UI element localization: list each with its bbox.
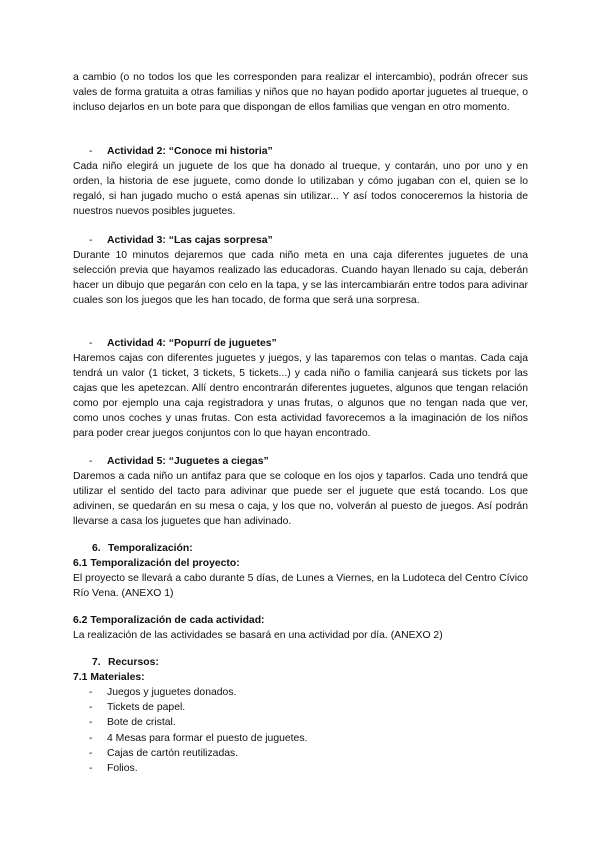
list-item (89, 700, 307, 715)
bullet-dash: - (89, 732, 93, 744)
list-item (89, 685, 307, 700)
section-6-number: 6. (92, 543, 101, 554)
list-item (89, 731, 307, 746)
material-text: Cajas de cartón reutilizadas. (107, 747, 239, 759)
section-6-1-heading: 6.1 Temporalización del proyecto: (73, 558, 240, 569)
activity-5-heading (89, 454, 269, 469)
activity-5-text: Daremos a cada niño un antifaz para que se coloque en los ojos y taparlos. Cada uno tendrá que utilizar el sentido del tacto para adivinar que puede ser el juguete que está tocando. Los que adivinen, se quedarán en su mesa o caja, y los que no, volverán al puesto de juegos. Así podrán llevarse a casa los juguetes que han adivinado. (73, 471, 528, 527)
section-7-title: Recursos: (108, 657, 159, 668)
material-text: Tickets de papel. (107, 702, 186, 714)
activity-2-title: Actividad 2: “Conoce mi historia” (107, 146, 273, 157)
activity-2-heading (89, 144, 273, 159)
section-6-2-heading: 6.2 Temporalización de cada actividad: (73, 615, 265, 626)
bullet-dash: - (89, 338, 93, 349)
activity-3-title: Actividad 3: “Las cajas sorpresa” (107, 235, 273, 246)
section-6-2-text: La realización de las actividades se basará en una actividad por día. (ANEXO 2) (73, 630, 443, 641)
bullet-dash: - (89, 717, 93, 729)
bullet-dash: - (89, 146, 93, 157)
list-item (89, 761, 307, 776)
section-7-heading (92, 655, 159, 670)
bullet-dash: - (89, 235, 93, 246)
bullet-dash: - (89, 687, 93, 698)
bullet-dash: - (89, 763, 93, 775)
bullet-dash: - (89, 702, 93, 714)
material-text: 4 Mesas para formar el puesto de juguetes. (107, 732, 308, 744)
materials-list (89, 685, 307, 776)
activity-3-text: Durante 10 minutos dejaremos que cada niño meta en una caja diferentes juguetes de una selección previa que hayamos realizado las educadoras. Cuando hayan llenado su caja, deberán hacer un dibujo que pegarán con celo en la tapa, y se las intercambiarán entre todos para adivinar cuales son los juegos que les han tocado, de forma que será una sorpresa. (73, 250, 528, 306)
section-6-heading (92, 541, 193, 556)
material-text: Bote de cristal. (107, 717, 176, 729)
activity-3-heading (89, 233, 273, 248)
material-text: Folios. (107, 763, 138, 775)
section-7-1-heading: 7.1 Materiales: (73, 672, 145, 683)
section-6-title: Temporalización: (108, 543, 193, 554)
activity-2-text: Cada niño elegirá un juguete de los que ha donado al trueque, y contarán, uno por uno y en orden, la historia de ese juguete, como donde lo utilizaban y cómo jugaban con el, quien se lo regaló, si han jugado mucho o está apenas sin utilizar... Y así todos conoceremos la historia de nuestros nuevos posibles juguetes. (73, 161, 528, 217)
activity-5-title: Actividad 5: “Juguetes a ciegas” (107, 456, 269, 467)
list-item (89, 715, 307, 730)
activity-4-text: Haremos cajas con diferentes juguetes y juegos, y las taparemos con telas o mantas. Cada caja tendrá un valor (1 ticket, 3 tickets, 5 tickets...) y cada niño o familia canjeará sus tickets por las cajas que les apetezcan. Allí dentro encontrarán diferentes juguetes, algunos que tengan relación como por ejemplo una caja registradora y unas frutas, o algunos que no tengan nada que ver, como unos coches y unas frutas. Con esta actividad favorecemos a la imaginación de los niños para poder crear juegos conjuntos con lo que hayan encontrado. (73, 353, 528, 439)
bullet-dash: - (89, 747, 93, 759)
section-6-1-text: El proyecto se llevará a cabo durante 5 días, de Lunes a Viernes, en la Ludoteca del Centro Cívico Río Vena. (ANEXO 1) (73, 573, 528, 599)
material-text: Juegos y juguetes donados. (107, 687, 237, 698)
section-7-number: 7. (92, 657, 101, 668)
list-item (89, 746, 307, 761)
intro-paragraph: a cambio (o no todos los que les corresponden para realizar el intercambio), podrán ofrecer sus vales de forma gratuita a otras familias y niños que no hayan podido aportar juguetes al trueque, o incluso dejarlos en un bote para que dispongan de ellos familias que vengan en otro momento. (73, 72, 528, 113)
bullet-dash: - (89, 456, 93, 467)
activity-4-heading (89, 336, 277, 351)
activity-4-title: Actividad 4: “Popurrí de juguetes” (107, 338, 277, 349)
